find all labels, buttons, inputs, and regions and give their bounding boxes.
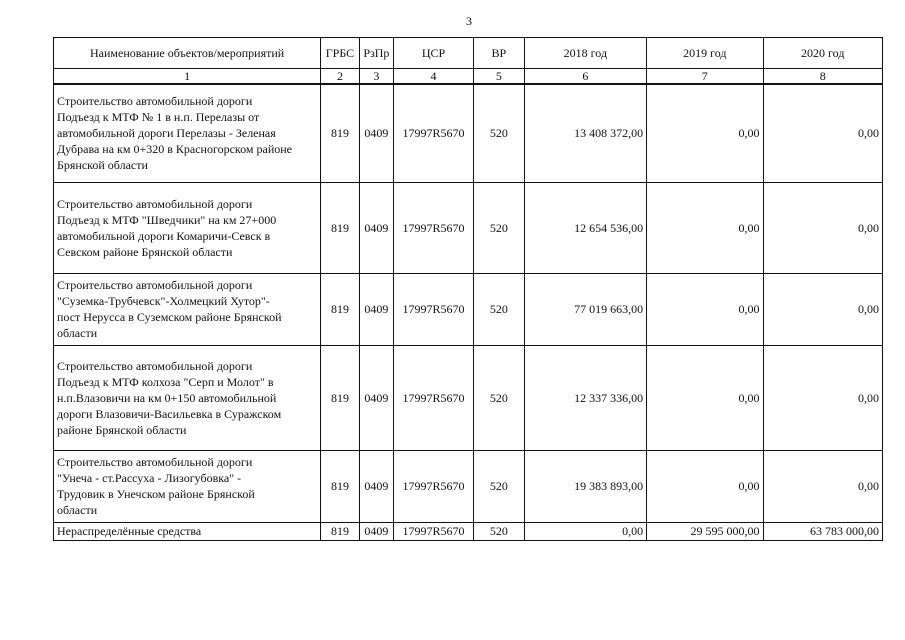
object-name-line: области: [57, 326, 98, 340]
object-name-line: Подъезд к МТФ "Шведчики" на км 27+000: [57, 212, 277, 227]
object-name-line: н.п.Влазовичи на км 0+150 автомобильной: [57, 390, 277, 405]
amount-2020-cell: 0,00: [763, 450, 883, 522]
rzpr-cell: 0409: [359, 84, 393, 182]
object-name-line: Севском районе Брянской области: [57, 244, 233, 259]
table-row: [54, 450, 883, 522]
object-name-line: "Унеча - ст.Рассуха - Лизогубовка" -: [57, 471, 242, 485]
object-name-line: Дубрава на км 0+320 в Красногорском районе: [57, 142, 293, 157]
header-name: Наименование объектов/мероприятий: [54, 38, 321, 69]
vr-cell: 520: [474, 182, 525, 273]
amount-2020-cell: 63 783 000,00: [763, 522, 883, 540]
rzpr-cell: 0409: [359, 450, 393, 522]
object-name-line: Подъезд к МТФ № 1 в н.п. Перелазы от: [57, 110, 260, 125]
table-row: [54, 273, 883, 345]
budget-table: [53, 37, 883, 541]
amount-2019-cell: 0,00: [647, 345, 763, 450]
object-name-cell: [54, 345, 321, 450]
object-name-line: Строительство автомобильной дороги: [57, 94, 253, 109]
amount-2018-cell: 12 654 536,00: [524, 182, 646, 273]
object-name-line: Строительство автомобильной дороги: [57, 358, 253, 373]
grbs-cell: 819: [321, 182, 359, 273]
header-rzpr: РзПр: [359, 38, 393, 69]
object-name-line: автомобильной дороги Комаричи-Севск в: [57, 228, 271, 243]
object-name-line: "Суземка-Трубчевск"-Холмецкий Хутор"-: [57, 294, 270, 308]
amount-2020-cell: 0,00: [763, 182, 883, 273]
object-name-line: области: [57, 503, 98, 517]
column-number: 8: [763, 69, 883, 85]
amount-2018-cell: 12 337 336,00: [524, 345, 646, 450]
rzpr-cell: 0409: [359, 345, 393, 450]
object-name-cell: [54, 450, 321, 522]
amount-2019-cell: 0,00: [647, 84, 763, 182]
amount-2019-cell: 0,00: [647, 450, 763, 522]
csr-cell: 17997R5670: [394, 273, 474, 345]
rzpr-cell: 0409: [359, 182, 393, 273]
header-grbs: ГРБС: [321, 38, 359, 69]
grbs-cell: 819: [321, 84, 359, 182]
rzpr-cell: 0409: [359, 273, 393, 345]
table-row: [54, 522, 883, 540]
amount-2018-cell: 13 408 372,00: [524, 84, 646, 182]
csr-cell: 17997R5670: [394, 522, 474, 540]
grbs-cell: 819: [321, 450, 359, 522]
header-2019: 2019 год: [647, 38, 763, 69]
amount-2020-cell: 0,00: [763, 273, 883, 345]
vr-cell: 520: [474, 84, 525, 182]
grbs-cell: 819: [321, 522, 359, 540]
column-number: 5: [474, 69, 525, 85]
vr-cell: 520: [474, 522, 525, 540]
vr-cell: 520: [474, 345, 525, 450]
object-name-cell: [54, 522, 321, 540]
column-number: 1: [54, 69, 321, 85]
table-row: [54, 84, 883, 182]
object-name-line: Нераспределённые средства: [57, 524, 202, 538]
object-name-cell: [54, 84, 321, 182]
rzpr-cell: 0409: [359, 522, 393, 540]
header-2020: 2020 год: [763, 38, 883, 69]
amount-2018-cell: 19 383 893,00: [524, 450, 646, 522]
header-2018: 2018 год: [524, 38, 646, 69]
grbs-cell: 819: [321, 273, 359, 345]
header-vr: ВР: [474, 38, 525, 69]
object-name-line: Брянской области: [57, 158, 148, 173]
column-number-row: [54, 69, 883, 85]
column-number: 3: [359, 69, 393, 85]
object-name-line: автомобильной дороги Перелазы - Зеленая: [57, 126, 276, 141]
amount-2019-cell: 0,00: [647, 182, 763, 273]
amount-2020-cell: 0,00: [763, 345, 883, 450]
header-csr: ЦСР: [394, 38, 474, 69]
csr-cell: 17997R5670: [394, 450, 474, 522]
column-number: 2: [321, 69, 359, 85]
page-number: 3: [466, 14, 472, 28]
object-name-line: пост Нерусса в Суземском районе Брянской: [57, 310, 282, 324]
column-number: 4: [394, 69, 474, 85]
object-name-cell: [54, 182, 321, 273]
grbs-cell: 819: [321, 345, 359, 450]
amount-2020-cell: 0,00: [763, 84, 883, 182]
object-name-line: районе Брянской области: [57, 422, 187, 437]
header-row: [54, 38, 883, 69]
csr-cell: 17997R5670: [394, 84, 474, 182]
object-name-line: Подъезд к МТФ колхоза "Серп и Молот" в: [57, 374, 274, 389]
object-name-line: дороги Влазовичи-Васильевка в Суражском: [57, 406, 282, 421]
column-number: 7: [647, 69, 763, 85]
object-name-line: Строительство автомобильной дороги: [57, 196, 253, 211]
amount-2019-cell: 0,00: [647, 273, 763, 345]
amount-2018-cell: 77 019 663,00: [524, 273, 646, 345]
csr-cell: 17997R5670: [394, 182, 474, 273]
vr-cell: 520: [474, 273, 525, 345]
amount-2018-cell: 0,00: [524, 522, 646, 540]
object-name-line: Строительство автомобильной дороги: [57, 455, 253, 469]
table-row: [54, 182, 883, 273]
object-name-cell: [54, 273, 321, 345]
table-row: [54, 345, 883, 450]
csr-cell: 17997R5670: [394, 345, 474, 450]
object-name-line: Трудовик в Унечском районе Брянской: [57, 487, 255, 501]
object-name-line: Строительство автомобильной дороги: [57, 278, 253, 292]
amount-2019-cell: 29 595 000,00: [647, 522, 763, 540]
column-number: 6: [524, 69, 646, 85]
vr-cell: 520: [474, 450, 525, 522]
